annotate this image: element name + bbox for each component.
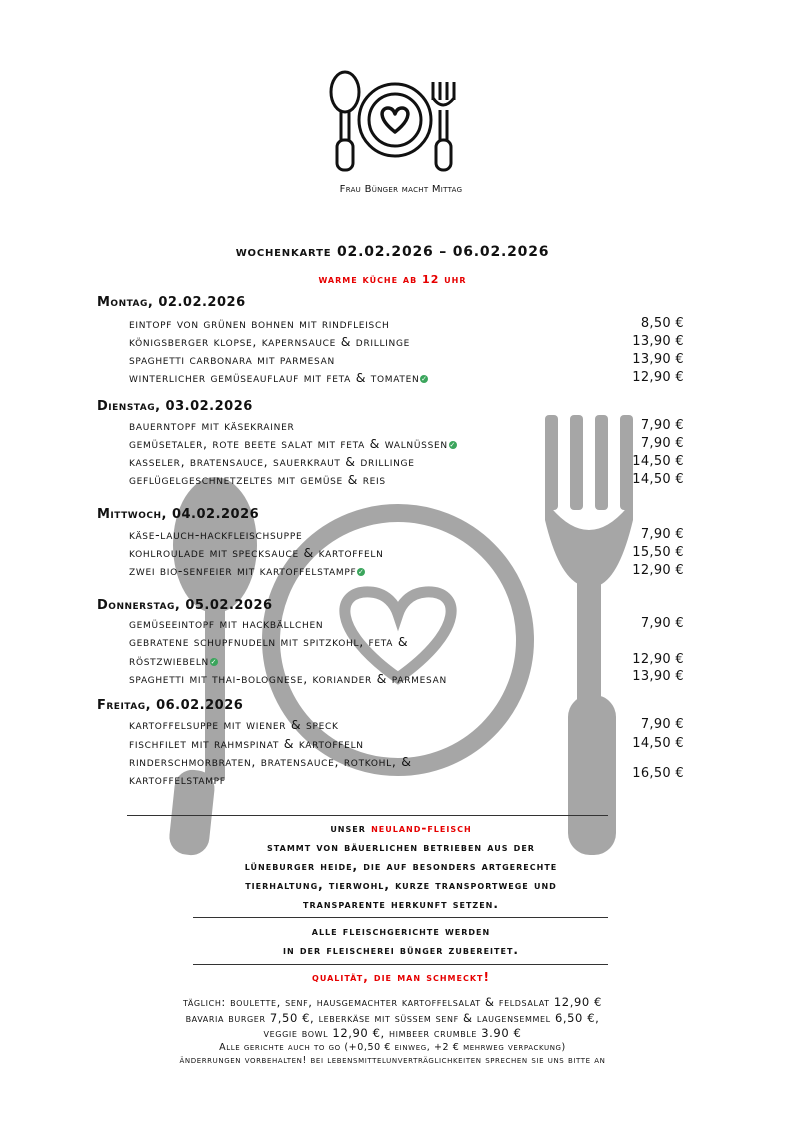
dish: kohlroulade mit specksauce & kartoffeln (129, 545, 384, 560)
restaurant-subtitle: Frau Bünger macht Mittag (339, 184, 463, 195)
fleischerei-line: alle fleischgerichte werden (311, 924, 491, 938)
price: 8,50 € (640, 316, 684, 331)
price: 16,50 € (632, 766, 684, 781)
divider (193, 917, 608, 918)
logo-cutlery-icon (325, 70, 475, 180)
dish: käse-lauch-hackfleischsuppe (129, 527, 303, 542)
neuland-line: tierhaltung, tierwohl, kurze transportwege und (245, 878, 557, 892)
daily-offer-line: bavaria burger 7,50 €, leberkäse mit süssem senf & laugensemmel 6,50 €, (185, 1011, 600, 1025)
price: 7,90 € (640, 527, 684, 542)
daily-offer-line: täglich: boulette, senf, hausgemachter kartoffelsalat & feldsalat 12,90 € (183, 995, 602, 1009)
neuland-highlight: neuland-fleisch (371, 821, 472, 835)
dish-veg (129, 436, 457, 451)
price: 7,90 € (640, 418, 684, 433)
slogan: qualität, die man schmeckt! (312, 970, 490, 984)
dish: spaghetti carbonara mit parmesan (129, 352, 335, 367)
day-heading-friday: Freitag, 06.02.2026 (97, 698, 244, 713)
dish: rinderschmorbraten, bratensauce, rotkohl, & (129, 754, 412, 769)
dish: spaghetti mit thai-bolognese, koriander & parmesan (129, 671, 447, 686)
vegetarian-icon: ✓ (421, 374, 428, 383)
dish-veg (129, 653, 218, 668)
price: 13,90 € (632, 352, 684, 367)
neuland-line: lüneburger heide, die auf besonders artgerechte (244, 859, 558, 873)
dish-veg (129, 370, 428, 385)
dish-label: zwei bio-senfeier mit kartoffelstampf (129, 563, 357, 578)
warm-kitchen-note: warme küche ab 12 uhr (318, 273, 467, 286)
dish: bauerntopf mit käsekrainer (129, 418, 295, 433)
dish-label: winterlicher gemüseauflauf mit feta & tomaten (129, 370, 420, 385)
dish-label: gemüsetaler, rote beete salat mit feta & walnüssen (129, 436, 448, 451)
day-heading-tuesday: Dienstag, 03.02.2026 (97, 399, 253, 414)
neuland-prefix: unser (330, 821, 366, 835)
fleischerei-line: in der fleischerei bünger zubereitet. (283, 943, 519, 957)
divider (193, 964, 608, 965)
disclaimer: änderrungen vorbehalten! bei lebensmittelunverträglichkeiten sprechen sie uns bitte an (179, 1055, 606, 1066)
day-heading-monday: Montag, 02.02.2026 (97, 295, 246, 310)
to-go-note: Alle gerichte auch to go (+0,50 € einweg, +2 € mehrweg verpackung) (219, 1042, 566, 1053)
vegetarian-icon: ✓ (210, 657, 218, 666)
price: 13,90 € (632, 334, 684, 349)
dish: kartoffelstampf (129, 772, 226, 787)
price: 12,90 € (632, 652, 684, 667)
price: 7,90 € (640, 717, 684, 732)
dish: königsberger klopse, kapernsauce & drillinge (129, 334, 411, 349)
price: 15,50 € (632, 545, 684, 560)
dish: kasseler, bratensauce, sauerkraut & drillinge (129, 454, 415, 469)
daily-offer-line: veggie bowl 12,90 €, himbeer crumble 3.90 € (263, 1026, 522, 1040)
neuland-heading (0, 819, 802, 838)
price: 14,50 € (632, 454, 684, 469)
price: 7,90 € (640, 616, 684, 631)
dish: fischfilet mit rahmspinat & kartoffeln (129, 736, 364, 751)
dish: kartoffelsuppe mit wiener & speck (129, 717, 339, 732)
price: 7,90 € (640, 436, 684, 451)
price: 12,90 € (632, 563, 684, 578)
divider (127, 815, 608, 816)
price: 12,90 € (632, 370, 684, 385)
neuland-line: transparente herkunft setzen. (303, 897, 499, 911)
neuland-line: stammt von bäuerlichen betrieben aus der (267, 840, 535, 854)
dish-veg (129, 563, 365, 578)
price: 14,50 € (632, 472, 684, 487)
dish: eintopf von grünen bohnen mit rindfleisch (129, 316, 390, 331)
day-heading-wednesday: Mittwoch, 04.02.2026 (97, 507, 260, 522)
price: 14,50 € (632, 736, 684, 751)
dish: geflügelgeschnetzeltes mit gemüse & reis (129, 472, 386, 487)
dish-label: röstzwiebeln (129, 653, 209, 668)
dish: gemüseeintopf mit hackbällchen (129, 616, 324, 631)
vegetarian-icon: ✓ (358, 567, 365, 576)
day-heading-thursday: Donnerstag, 05.02.2026 (97, 598, 273, 613)
dish: gebratene schupfnudeln mit spitzkohl, feta & (129, 634, 409, 649)
page-title: wochenkarte 02.02.2026 – 06.02.2026 (235, 244, 550, 260)
vegetarian-icon: ✓ (449, 440, 457, 449)
price: 13,90 € (632, 669, 684, 684)
